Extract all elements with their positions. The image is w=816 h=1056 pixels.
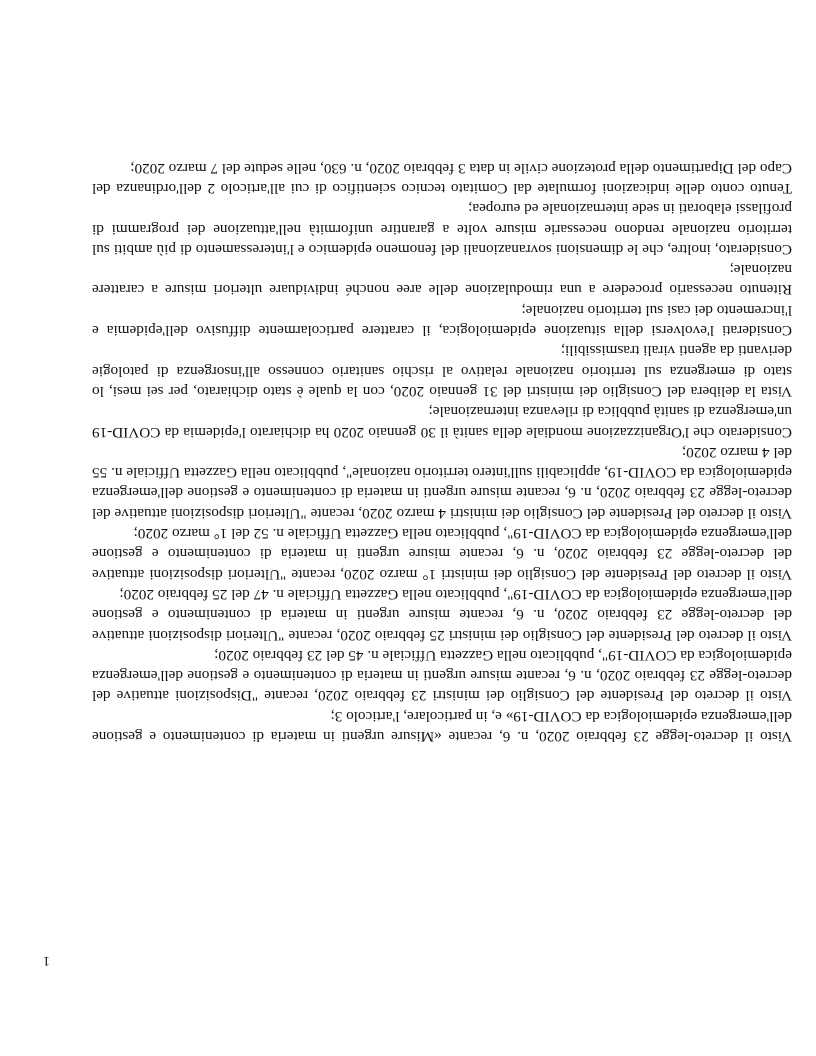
paragraph-6: Considerato che l'Organizzazione mondiale della sanità il 30 gennaio 2020 ha dichiarato l'epidemia da COVID-19 un'emergenza di sanità pubblica di rilevanza internazionale; <box>92 403 792 441</box>
paragraph-9: Ritenuto necessario procedere a una rimodulazione delle aree nonché individuare ulteriori misure a carattere nazionale; <box>92 261 792 299</box>
paragraph-5: Visto il decreto del Presidente del Consiglio dei ministri 4 marzo 2020, recante "Ulteriori disposizioni attuative del decreto-legge 23 febbraio 2020, n. 6, recante misure urgenti in materia di contenimento e gestione dell'emergenza epidemiologica da COVID-19, applicabili sull'intero territorio nazionale", pubblicato nella Gazzetta Ufficiale n. 55 del 4 marzo 2020; <box>92 443 792 522</box>
document-body <box>92 157 792 746</box>
paragraph-2: Visto il decreto del Presidente del Consiglio dei ministri 23 febbraio 2020, recante "Disposizioni attuative del decreto-legge 23 febbraio 2020, n. 6, recante misure urgenti in materia di contenimento e gestione dell'emergenza epidemiologica da COVID-19", pubblicato nella Gazzetta Ufficiale n. 45 del 23 febbraio 2020; <box>92 646 792 705</box>
paragraph-11: Tenuto conto delle indicazioni formulate dal Comitato tecnico scientifico di cui all'articolo 2 dell'ordinanza del Capo del Dipartimento della protezione civile in data 3 febbraio 2020, n. 630, nelle sedute del 7 marzo 2020; <box>92 159 792 197</box>
paragraph-3: Visto il decreto del Presidente del Consiglio dei ministri 25 febbraio 2020, recante "Ulteriori disposizioni attuative del decreto-legge 23 febbraio 2020, n. 6, recante misure urgenti in materia di contenimento e gestione dell'emergenza epidemiologica da COVID-19", pubblicato nella Gazzetta Ufficiale n. 47 del 25 febbraio 2020; <box>92 585 792 644</box>
paragraph-1: Visto il decreto-legge 23 febbraio 2020, n. 6, recante «Misure urgenti in materia di contenimento e gestione dell'emergenza epidemiologica da COVID-19» e, in particolare, l'articolo 3; <box>92 707 792 745</box>
paragraph-8: Considerati l'evolversi della situazione epidemiologica, il carattere particolarmente diffusivo dell'epidemia e l'incremento dei casi sul territorio nazionale; <box>92 301 792 340</box>
paragraph-4: Visto il decreto del Presidente del Consiglio dei ministri 1° marzo 2020, recante "Ulteriori disposizioni attuative del decreto-legge 23 febbraio 2020, n. 6, recante misure urgenti in materia di contenimento e gestione dell'emergenza epidemiologica da COVID-19", pubblicato nella Gazzetta Ufficiale n. 52 del 1° marzo 2020; <box>92 525 792 583</box>
page-number: 1 <box>43 953 50 968</box>
paragraph-7: Vista la delibera del Consiglio dei ministri del 31 gennaio 2020, con la quale è stato dichiarato, per sei mesi, lo stato di emergenza sul territorio nazionale relativo al rischio sanitario connesso all'insorgenza di patologie derivanti da agenti virali trasmissibili; <box>92 342 792 400</box>
paragraph-10: Considerato, inoltre, che le dimensioni sovranazionali del fenomeno epidemico e l'interessamento di più ambiti sul territorio nazionale rendono necessarie misure volte a garantire uniformità nell'attuazione dei programmi di profilassi elaborati in sede internazionale ed europea; <box>92 200 792 258</box>
